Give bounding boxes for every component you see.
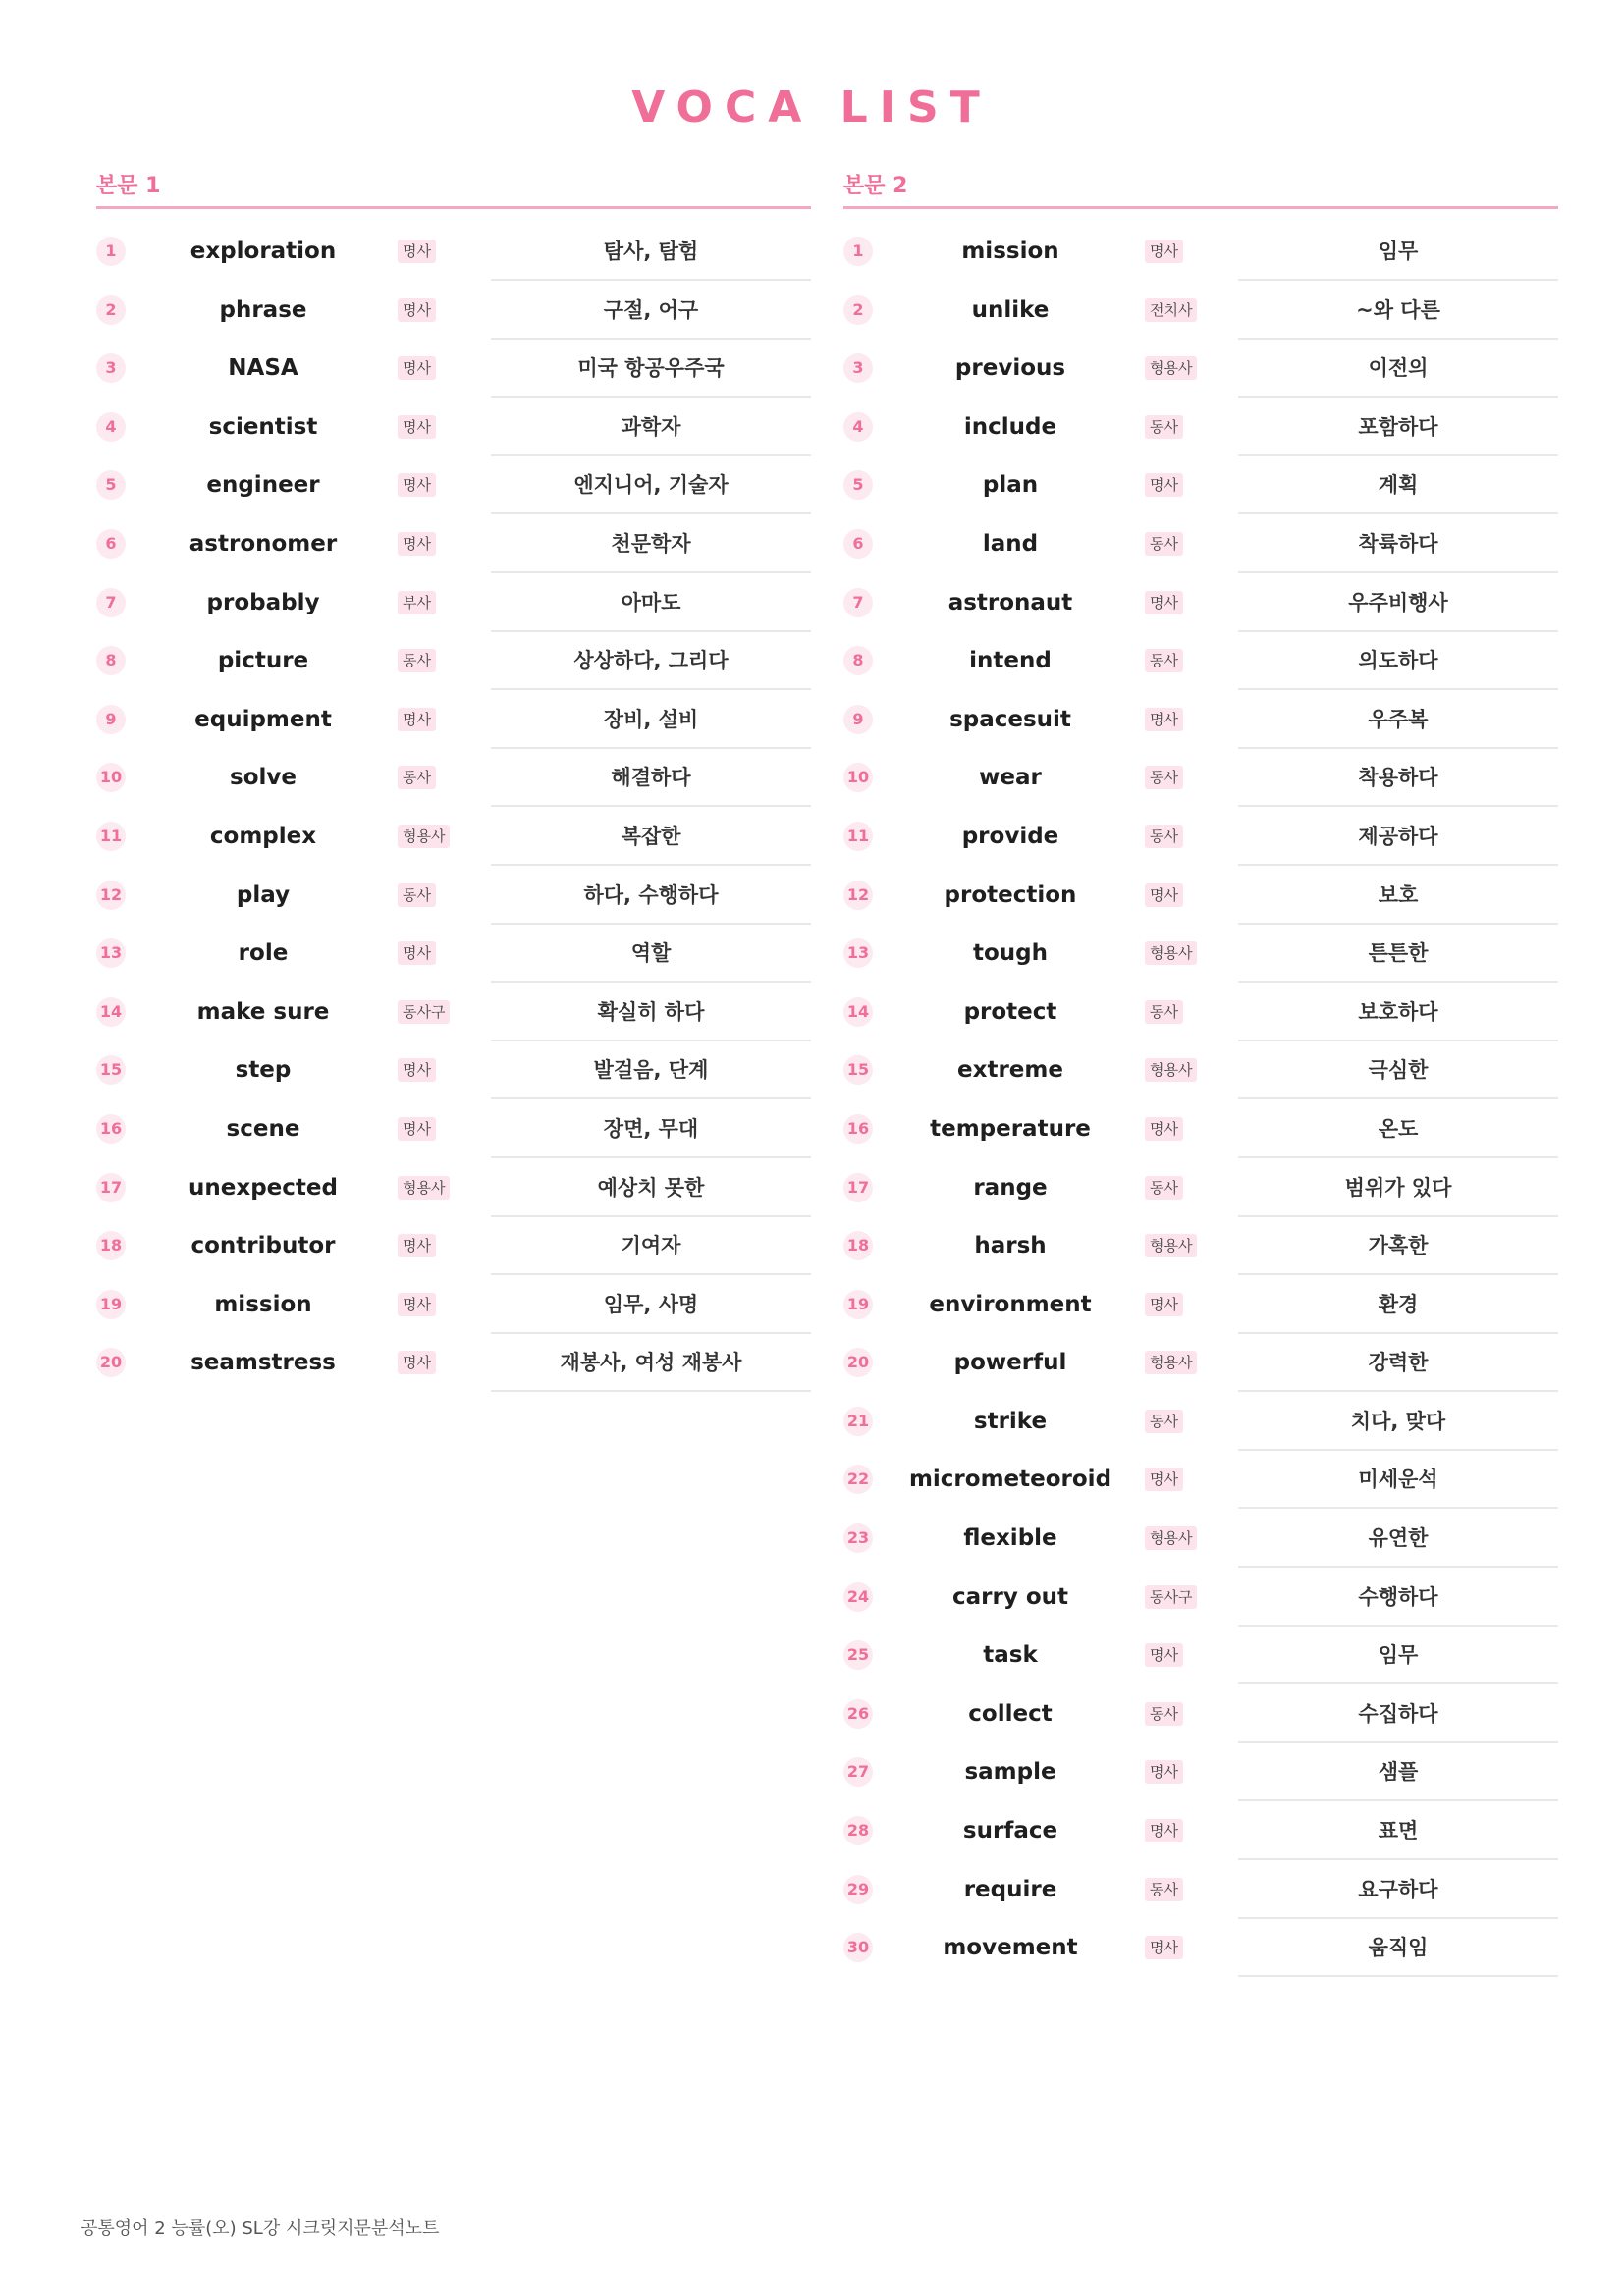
vocab-meaning: 착륙하다 [1238, 513, 1558, 573]
vocab-meaning: 움직임 [1238, 1917, 1558, 1977]
vocab-word: tough [972, 940, 1048, 967]
part-of-speech-badge: 명사 [1145, 883, 1183, 907]
part-of-speech-badge: 형용사 [1145, 1058, 1197, 1082]
item-number: 1 [843, 237, 873, 266]
vocab-meaning: 아마도 [491, 572, 811, 632]
vocab-word: unexpected [189, 1174, 338, 1201]
vocab-meaning: 유연한 [1238, 1508, 1558, 1568]
vocab-meaning: 치다, 맞다 [1238, 1391, 1558, 1451]
item-number: 12 [96, 881, 126, 910]
vocab-meaning: 온도 [1238, 1098, 1558, 1158]
item-number: 20 [96, 1348, 126, 1377]
vocab-word: flexible [963, 1525, 1057, 1552]
part-of-speech-badge: 명사 [1145, 473, 1183, 497]
item-number: 25 [843, 1640, 873, 1670]
vocab-meaning: 과학자 [491, 397, 811, 456]
part-of-speech-badge: 명사 [1145, 591, 1183, 614]
vocab-word: previous [954, 355, 1066, 382]
vocab-meaning: 미세운석 [1238, 1449, 1558, 1509]
item-number: 3 [843, 353, 873, 383]
vocab-row [843, 1741, 1558, 1800]
part-of-speech-badge: 명사 [398, 1058, 436, 1082]
part-of-speech-badge: 형용사 [1145, 1351, 1197, 1374]
vocab-meaning: 보호하다 [1238, 982, 1558, 1041]
vocab-word: exploration [189, 239, 337, 264]
item-number: 16 [843, 1114, 873, 1144]
item-number: 11 [843, 822, 873, 851]
item-number: 26 [843, 1699, 873, 1729]
vocab-meaning: 미국 항공우주국 [491, 338, 811, 398]
item-number: 20 [843, 1348, 873, 1377]
part-of-speech-badge: 명사 [398, 1234, 436, 1257]
vocab-row [843, 338, 1558, 397]
vocab-word: spacesuit [949, 706, 1071, 732]
vocab-row [843, 1332, 1558, 1391]
vocab-row [96, 572, 811, 631]
vocab-word: protect [963, 998, 1057, 1025]
part-of-speech-badge: 명사 [1145, 1760, 1183, 1784]
item-number: 15 [843, 1055, 873, 1085]
vocab-meaning: 엔지니어, 기술자 [491, 454, 811, 514]
vocab-word: include [963, 413, 1057, 440]
vocab-meaning: 우주복 [1238, 689, 1558, 749]
vocab-row [843, 1567, 1558, 1626]
item-number: 23 [843, 1523, 873, 1553]
vocab-row [843, 806, 1558, 865]
vocab-meaning: 해결하다 [491, 747, 811, 807]
vocab-word: NASA [228, 355, 298, 382]
vocab-row [843, 1274, 1558, 1333]
vocab-word: contributor [190, 1233, 336, 1259]
item-number: 17 [96, 1173, 126, 1202]
vocab-meaning: 극심한 [1238, 1040, 1558, 1099]
section-header [96, 167, 811, 209]
vocab-word: intend [969, 648, 1052, 674]
vocab-row [843, 1098, 1558, 1157]
vocab-row [843, 1917, 1558, 1976]
vocab-row [843, 1391, 1558, 1450]
vocab-word: complex [209, 823, 317, 849]
item-number: 13 [843, 938, 873, 968]
vocab-list [843, 209, 1558, 1976]
vocab-word: temperature [930, 1115, 1091, 1142]
vocab-meaning: 임무 [1238, 1625, 1558, 1684]
part-of-speech-badge: 동사 [1145, 415, 1183, 439]
vocab-meaning: 수행하다 [1238, 1567, 1558, 1627]
part-of-speech-badge: 명사 [398, 298, 436, 322]
vocab-row [843, 513, 1558, 572]
vocab-row [843, 1625, 1558, 1683]
vocab-meaning: 장비, 설비 [491, 689, 811, 749]
item-number: 27 [843, 1757, 873, 1787]
vocab-word: scene [226, 1115, 300, 1142]
vocab-meaning: 임무 [1238, 221, 1558, 281]
vocab-meaning: 의도하다 [1238, 630, 1558, 690]
vocab-word: strike [973, 1408, 1048, 1434]
item-number: 2 [96, 295, 126, 325]
item-number: 29 [843, 1875, 873, 1904]
vocab-row [96, 630, 811, 689]
item-number: 9 [843, 705, 873, 734]
vocab-word: plan [982, 472, 1039, 499]
item-number: 14 [843, 997, 873, 1027]
vocab-word: solve [230, 765, 297, 791]
part-of-speech-badge: 명사 [1145, 240, 1183, 263]
section-2 [843, 167, 1558, 1976]
vocab-row [843, 923, 1558, 982]
vocab-meaning: 이전의 [1238, 338, 1558, 398]
vocab-row [843, 1215, 1558, 1274]
part-of-speech-badge: 명사 [398, 415, 436, 439]
part-of-speech-badge: 동사 [1145, 1878, 1183, 1901]
vocab-row [843, 1449, 1558, 1508]
vocab-row [96, 747, 811, 806]
part-of-speech-badge: 전치사 [1145, 298, 1197, 322]
vocab-meaning: 탐사, 탐험 [491, 221, 811, 281]
item-number: 7 [843, 588, 873, 617]
vocab-meaning: 재봉사, 여성 재봉사 [491, 1332, 811, 1392]
vocab-row [843, 397, 1558, 455]
vocab-word: scientist [208, 413, 318, 440]
part-of-speech-badge: 명사 [398, 1117, 436, 1141]
vocab-word: range [973, 1174, 1048, 1201]
item-number: 18 [843, 1231, 873, 1260]
vocab-word: seamstress [190, 1350, 336, 1376]
part-of-speech-badge: 명사 [398, 356, 436, 380]
vocab-list [96, 209, 811, 1391]
vocab-row [96, 1274, 811, 1333]
item-number: 18 [96, 1231, 126, 1260]
part-of-speech-badge: 명사 [1145, 1643, 1183, 1667]
vocab-meaning: 강력한 [1238, 1332, 1558, 1392]
vocab-word: powerful [953, 1350, 1067, 1376]
vocab-row [96, 689, 811, 748]
vocab-row [96, 1157, 811, 1216]
vocab-word: make sure [196, 998, 330, 1025]
vocab-word: micrometeoroid [908, 1467, 1112, 1493]
vocab-meaning: 착용하다 [1238, 747, 1558, 807]
part-of-speech-badge: 명사 [398, 1293, 436, 1316]
vocab-word: land [982, 530, 1039, 557]
vocab-word: step [235, 1057, 292, 1084]
part-of-speech-badge: 형용사 [1145, 1526, 1197, 1550]
vocab-row [96, 806, 811, 865]
item-number: 11 [96, 822, 126, 851]
vocab-row [96, 923, 811, 982]
item-number: 10 [843, 763, 873, 792]
vocab-word: environment [929, 1291, 1092, 1317]
vocab-meaning: 포함하다 [1238, 397, 1558, 456]
item-number: 14 [96, 997, 126, 1027]
section-label: 본문 2 [843, 174, 908, 198]
item-number: 24 [843, 1582, 873, 1612]
vocab-row [96, 513, 811, 572]
item-number: 4 [843, 412, 873, 442]
vocab-row [843, 1157, 1558, 1216]
vocab-row [843, 689, 1558, 748]
item-number: 7 [96, 588, 126, 617]
item-number: 19 [96, 1290, 126, 1319]
vocab-row [843, 1683, 1558, 1742]
vocab-meaning: 환경 [1238, 1274, 1558, 1334]
vocab-meaning: 장면, 무대 [491, 1098, 811, 1158]
vocab-meaning: 튼튼한 [1238, 923, 1558, 983]
part-of-speech-badge: 부사 [398, 591, 436, 614]
vocab-row [843, 865, 1558, 924]
item-number: 15 [96, 1055, 126, 1085]
part-of-speech-badge: 동사 [1145, 532, 1183, 556]
part-of-speech-badge: 명사 [398, 473, 436, 497]
vocab-meaning: 구절, 어구 [491, 280, 811, 340]
part-of-speech-badge: 명사 [398, 532, 436, 556]
vocab-word: equipment [194, 706, 332, 732]
part-of-speech-badge: 동사구 [1145, 1585, 1197, 1609]
vocab-meaning: 계획 [1238, 454, 1558, 514]
vocab-meaning: 역할 [491, 923, 811, 983]
part-of-speech-badge: 명사 [1145, 1117, 1183, 1141]
part-of-speech-badge: 동사 [1145, 649, 1183, 672]
vocab-row [96, 1098, 811, 1157]
vocab-row [843, 1040, 1558, 1098]
vocab-row [96, 397, 811, 455]
vocab-row [843, 982, 1558, 1041]
vocab-word: extreme [957, 1057, 1063, 1084]
vocab-row [843, 1800, 1558, 1859]
part-of-speech-badge: 동사 [1145, 825, 1183, 848]
vocab-word: wear [979, 765, 1042, 791]
item-number: 17 [843, 1173, 873, 1202]
section-header [843, 167, 1558, 209]
part-of-speech-badge: 동사 [398, 766, 436, 789]
vocab-row [96, 982, 811, 1041]
item-number: 9 [96, 705, 126, 734]
vocab-meaning: 보호 [1238, 865, 1558, 925]
vocab-row [96, 1332, 811, 1391]
item-number: 21 [843, 1407, 873, 1436]
vocab-word: protection [944, 881, 1077, 908]
vocab-meaning: 발걸음, 단계 [491, 1040, 811, 1099]
part-of-speech-badge: 동사 [1145, 766, 1183, 789]
vocab-meaning: 수집하다 [1238, 1683, 1558, 1743]
vocab-meaning: 표면 [1238, 1800, 1558, 1860]
part-of-speech-badge: 형용사 [398, 1176, 450, 1200]
item-number: 5 [96, 470, 126, 500]
item-number: 13 [96, 938, 126, 968]
part-of-speech-badge: 명사 [1145, 1468, 1183, 1491]
vocab-meaning: 천문학자 [491, 513, 811, 573]
vocab-word: mission [961, 239, 1059, 264]
vocab-row [96, 221, 811, 280]
part-of-speech-badge: 형용사 [1145, 1234, 1197, 1257]
item-number: 30 [843, 1933, 873, 1962]
vocab-row [96, 338, 811, 397]
vocab-row [96, 1040, 811, 1098]
vocab-word: collect [968, 1700, 1053, 1727]
part-of-speech-badge: 명사 [398, 708, 436, 731]
part-of-speech-badge: 형용사 [1145, 356, 1197, 380]
part-of-speech-badge: 명사 [1145, 1819, 1183, 1842]
vocab-word: sample [964, 1759, 1056, 1786]
vocab-row [843, 221, 1558, 280]
page-title: VOCA LIST [631, 82, 992, 133]
part-of-speech-badge: 동사 [1145, 1410, 1183, 1433]
vocab-word: role [238, 940, 289, 967]
vocab-row [843, 1859, 1558, 1918]
vocab-meaning: 요구하다 [1238, 1859, 1558, 1919]
vocab-word: picture [217, 648, 309, 674]
vocab-meaning: 범위가 있다 [1238, 1157, 1558, 1217]
vocab-row [96, 280, 811, 339]
vocab-word: harsh [974, 1233, 1047, 1259]
section-label: 본문 1 [96, 174, 161, 198]
vocab-row [96, 865, 811, 924]
vocab-meaning: 예상치 못한 [491, 1157, 811, 1217]
item-number: 8 [96, 646, 126, 675]
item-number: 6 [843, 529, 873, 559]
vocab-row [843, 630, 1558, 689]
item-number: 22 [843, 1465, 873, 1494]
footer-text: 공통영어 2 능률(오) SL강 시크릿지문분석노트 [81, 2218, 440, 2239]
part-of-speech-badge: 명사 [398, 1351, 436, 1374]
vocab-meaning: 임무, 사명 [491, 1274, 811, 1334]
item-number: 2 [843, 295, 873, 325]
vocab-meaning: 기여자 [491, 1215, 811, 1275]
vocab-word: engineer [206, 472, 320, 499]
item-number: 8 [843, 646, 873, 675]
vocab-row [843, 454, 1558, 513]
vocab-word: carry out [951, 1583, 1068, 1610]
vocab-word: astronomer [189, 530, 338, 557]
section-1 [96, 167, 811, 1391]
part-of-speech-badge: 동사구 [398, 1000, 450, 1024]
vocab-word: phrase [219, 296, 307, 323]
item-number: 12 [843, 881, 873, 910]
part-of-speech-badge: 명사 [398, 240, 436, 263]
vocab-row [96, 454, 811, 513]
vocab-row [843, 572, 1558, 631]
vocab-meaning: 가혹한 [1238, 1215, 1558, 1275]
part-of-speech-badge: 명사 [398, 941, 436, 965]
part-of-speech-badge: 형용사 [1145, 941, 1197, 965]
vocab-meaning: 복잡한 [491, 806, 811, 866]
vocab-word: play [236, 881, 291, 908]
item-number: 19 [843, 1290, 873, 1319]
part-of-speech-badge: 동사 [398, 883, 436, 907]
vocab-meaning: 샘플 [1238, 1741, 1558, 1801]
vocab-word: require [963, 1876, 1057, 1902]
item-number: 16 [96, 1114, 126, 1144]
vocab-row [96, 1215, 811, 1274]
vocab-word: provide [961, 823, 1059, 849]
vocab-word: surface [962, 1818, 1058, 1844]
part-of-speech-badge: 동사 [1145, 1176, 1183, 1200]
item-number: 28 [843, 1816, 873, 1845]
vocab-meaning: ~와 다른 [1238, 280, 1558, 340]
part-of-speech-badge: 명사 [1145, 1293, 1183, 1316]
vocab-meaning: 제공하다 [1238, 806, 1558, 866]
vocab-row [843, 280, 1558, 339]
vocab-meaning: 상상하다, 그리다 [491, 630, 811, 690]
item-number: 6 [96, 529, 126, 559]
vocab-word: astronaut [947, 589, 1073, 615]
item-number: 10 [96, 763, 126, 792]
item-number: 4 [96, 412, 126, 442]
part-of-speech-badge: 명사 [1145, 1936, 1183, 1959]
vocab-meaning: 하다, 수행하다 [491, 865, 811, 925]
vocab-meaning: 우주비행사 [1238, 572, 1558, 632]
item-number: 3 [96, 353, 126, 383]
item-number: 5 [843, 470, 873, 500]
part-of-speech-badge: 동사 [1145, 1702, 1183, 1726]
part-of-speech-badge: 동사 [1145, 1000, 1183, 1024]
vocab-row [843, 1508, 1558, 1567]
vocab-meaning: 확실히 하다 [491, 982, 811, 1041]
vocab-word: unlike [971, 296, 1050, 323]
vocab-word: task [983, 1642, 1038, 1669]
vocab-row [843, 747, 1558, 806]
part-of-speech-badge: 형용사 [398, 825, 450, 848]
part-of-speech-badge: 동사 [398, 649, 436, 672]
vocab-word: movement [943, 1935, 1078, 1961]
vocab-word: probably [206, 589, 320, 615]
item-number: 1 [96, 237, 126, 266]
part-of-speech-badge: 명사 [1145, 708, 1183, 731]
vocab-word: mission [214, 1291, 312, 1317]
